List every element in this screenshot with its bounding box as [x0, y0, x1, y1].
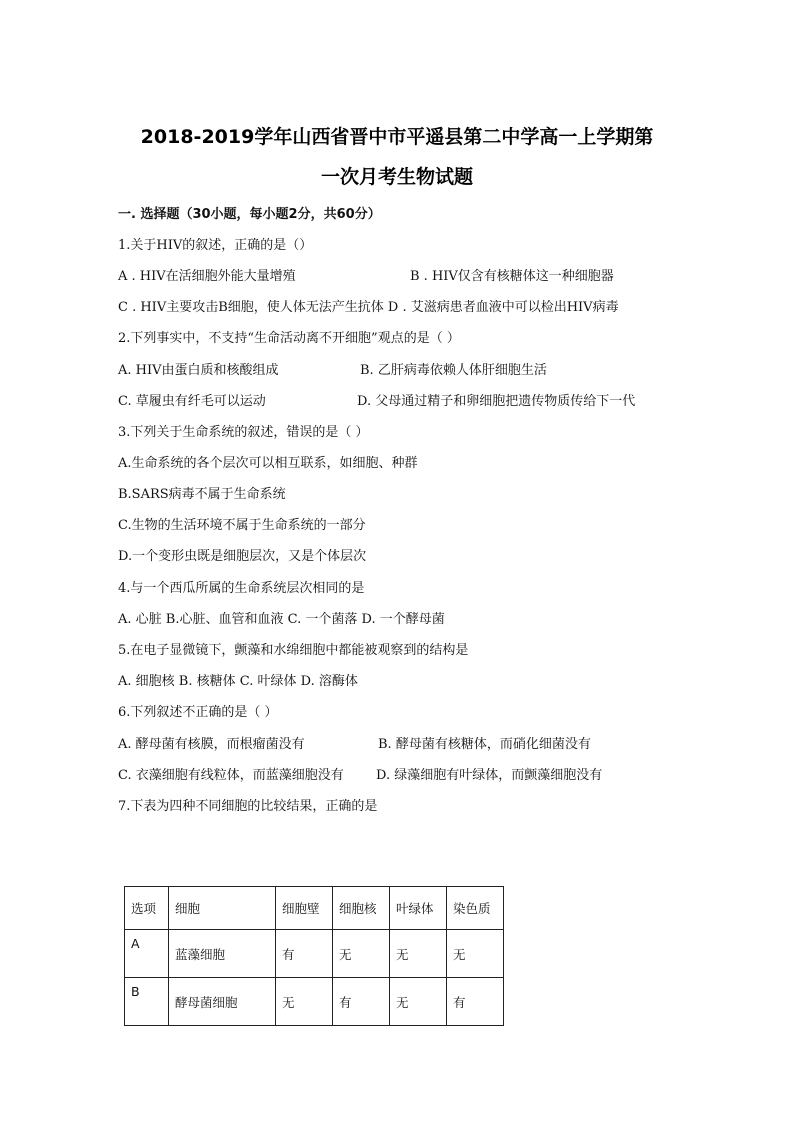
question-6-option-a: A. 酵母菌有核膜，而根瘤菌没有	[118, 737, 305, 752]
exam-title-line-1: 2018-2019学年山西省晋中市平遥县第二中学高一上学期第	[140, 126, 654, 148]
question-4-stem: 4.与一个西瓜所属的生命系统层次相同的是	[118, 581, 365, 596]
question-5-stem: 5.在电子显微镜下，颤藻和水绵细胞中都能被观察到的结构是	[118, 643, 469, 658]
question-2-option-d: D. 父母通过精子和卵细胞把遗传物质传给下一代	[357, 394, 636, 409]
table-cell: 无	[390, 930, 447, 978]
section-heading: 一. 选择题（30小题，每小题2分，共60分）	[118, 207, 381, 222]
table-header-cell: 叶绿体	[390, 887, 447, 930]
question-3-option-c: C.生物的生活环境不属于生命系统的一部分	[118, 518, 366, 533]
question-2-option-b: B. 乙肝病毒依赖人体肝细胞生活	[360, 363, 547, 378]
question-1-option-cd: C . HIV主要攻击B细胞，使人体无法产生抗体 D . 艾滋病患者血液中可以检出HIV病毒	[118, 300, 619, 315]
table-row	[125, 930, 504, 978]
table-cell: 有	[333, 978, 390, 1026]
table-cell: 无	[276, 978, 333, 1026]
question-3-option-a: A.生命系统的各个层次可以相互联系，如细胞、种群	[118, 456, 418, 471]
question-6-option-c: C. 衣藻细胞有线粒体，而蓝藻细胞没有	[118, 768, 344, 783]
table-header-row	[125, 887, 504, 930]
table-cell: 有	[276, 930, 333, 978]
table-header-cell: 选项	[125, 887, 169, 930]
question-3-stem: 3.下列关于生命系统的叙述，错误的是（ ）	[118, 425, 369, 440]
question-1-stem: 1.关于HIV的叙述，正确的是（）	[118, 238, 313, 253]
question-2-option-a: A. HIV由蛋白质和核酸组成	[118, 363, 279, 378]
table-header-cell: 细胞核	[333, 887, 390, 930]
table-header-cell: 细胞壁	[276, 887, 333, 930]
comparison-table	[124, 886, 504, 1026]
question-4-options: A. 心脏 B.心脏、血管和血液 C. 一个菌落 D. 一个酵母菌	[118, 612, 445, 627]
question-1-option-b: B . HIV仅含有核糖体这一种细胞器	[410, 269, 614, 284]
table-header-cell: 细胞	[169, 887, 276, 930]
table-cell: 有	[447, 978, 504, 1026]
question-3-option-b: B.SARS病毒不属于生命系统	[118, 487, 286, 502]
table-row	[125, 978, 504, 1026]
table-cell: 蓝藻细胞	[169, 930, 276, 978]
question-5-options: A. 细胞核 B. 核糖体 C. 叶绿体 D. 溶酶体	[118, 674, 358, 689]
question-2-option-c: C. 草履虫有纤毛可以运动	[118, 394, 266, 409]
question-7-stem: 7.下表为四种不同细胞的比较结果，正确的是	[118, 799, 378, 814]
table-header-cell: 染色质	[447, 887, 504, 930]
table-cell: 无	[333, 930, 390, 978]
question-2-stem: 2.下列事实中，不支持“生命活动离不开细胞”观点的是（ ）	[118, 331, 460, 346]
table-cell: 酵母菌细胞	[169, 978, 276, 1026]
question-1-option-a: A . HIV在活细胞外能大量增殖	[118, 269, 296, 284]
table-cell: A	[125, 930, 169, 978]
exam-title-line-2: 一次月考生物试题	[320, 166, 473, 188]
table-cell: 无	[447, 930, 504, 978]
question-6-stem: 6.下列叙述不正确的是（ ）	[118, 705, 278, 720]
question-6-option-b: B. 酵母菌有核糖体，而硝化细菌没有	[378, 737, 591, 752]
table-cell: B	[125, 978, 169, 1026]
table-cell: 无	[390, 978, 447, 1026]
question-3-option-d: D.一个变形虫既是细胞层次，又是个体层次	[118, 549, 367, 564]
question-6-option-d: D. 绿藻细胞有叶绿体，而颤藻细胞没有	[376, 768, 603, 783]
